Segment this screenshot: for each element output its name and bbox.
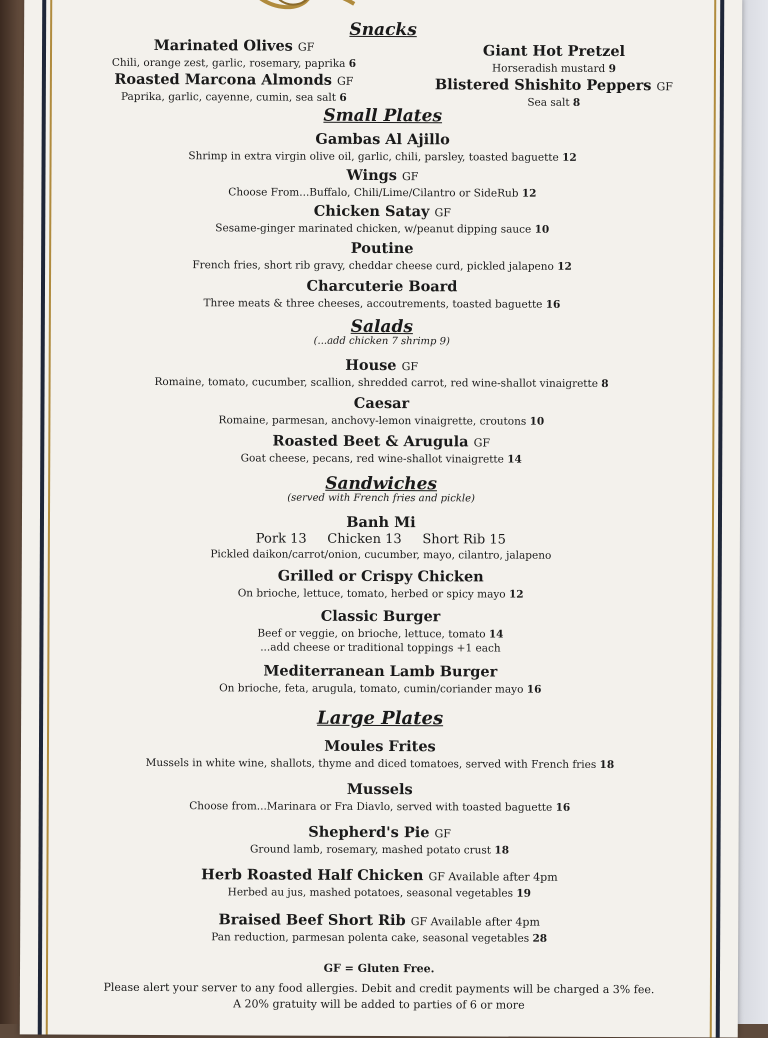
logo-flourish-icon bbox=[249, 0, 359, 14]
menu-item: Giant Hot Pretzel Horseradish mustard 9 bbox=[482, 42, 626, 76]
menu-item: Braised Beef Short Rib GF Available after 4pm Pan reduction, parmesan polenta cake, seasonal vegetables 28 bbox=[211, 911, 548, 945]
menu-item: House GF Romaine, tomato, cucumber, scallion, shredded carrot, red wine-shallot vinaigrette 8 bbox=[154, 356, 609, 390]
frame-border-navy-right bbox=[716, 0, 725, 1037]
section-title-large-plates: Large Plates bbox=[317, 707, 444, 730]
menu-page bbox=[20, 0, 743, 1038]
sandwiches-served-note: (served with French fries and pickle) bbox=[287, 492, 475, 505]
menu-item: Moules Frites Mussels in white wine, shallots, thyme and diced tomatoes, served with French fries 18 bbox=[145, 737, 615, 772]
section-title-small-plates: Small Plates bbox=[323, 105, 443, 127]
menu-item-banh-mi: Banh Mi Pork 13 Chicken 13 Short Rib 15 Pickled daikon/carrot/onion, cucumber, mayo, cilantro, jalapeno bbox=[62, 513, 700, 564]
menu-item: Mussels Choose from...Marinara or Fra Diavlo, served with toasted baguette 16 bbox=[189, 780, 571, 814]
section-title-snacks: Snacks bbox=[349, 19, 417, 41]
menu-item: Herb Roasted Half Chicken GF Available after 4pm Herbed au jus, mashed potatoes, seasonal vegetables 19 bbox=[201, 866, 558, 900]
menu-item: Mediterranean Lamb Burger On brioche, feta, arugula, tomato, cumin/coriander mayo 16 bbox=[219, 662, 542, 696]
menu-item: Charcuterie Board Three meats & three cheeses, accoutrements, toasted baguette 16 bbox=[203, 277, 561, 311]
menu-item: Gambas Al Ajillo Shrimp in extra virgin olive oil, garlic, chili, parsley, toasted baguette 12 bbox=[188, 130, 577, 164]
gratuity-notice: A 20% gratuity will be added to parties of 6 or more bbox=[233, 997, 525, 1012]
menu-item: Shepherd's Pie GF Ground lamb, rosemary, mashed potato crust 18 bbox=[250, 823, 510, 857]
menu-item: Blistered Shishito Peppers GF Sea salt 8 bbox=[434, 76, 673, 109]
menu-item: Classic Burger Beef or veggie, on brioche, lettuce, tomato 14 ...add cheese or traditional toppings +1 each bbox=[257, 607, 504, 655]
frame-border-gold-left bbox=[46, 0, 53, 1035]
menu-item: Grilled or Crispy Chicken On brioche, lettuce, tomato, herbed or spicy mayo 12 bbox=[237, 567, 524, 601]
menu-item: Wings GF Choose From...Buffalo, Chili/Lime/Cilantro or SideRub 12 bbox=[228, 166, 537, 200]
salads-add-note: (...add chicken 7 shrimp 9) bbox=[313, 335, 450, 348]
section-title-sandwiches: Sandwiches bbox=[325, 473, 438, 495]
frame-border-navy-left bbox=[38, 0, 47, 1035]
menu-item: Poutine French fries, short rib gravy, cheddar cheese curd, pickled jalapeno 12 bbox=[192, 239, 572, 273]
allergy-notice: Please alert your server to any food allergies. Debit and credit payments will be charged a 3% fee. bbox=[103, 980, 655, 997]
menu-item: Roasted Beet & Arugula GF Goat cheese, pecans, red wine-shallot vinaigrette 14 bbox=[240, 432, 522, 466]
frame-border-gold-right bbox=[710, 0, 717, 1037]
menu-item: Chicken Satay GF Sesame-ginger marinated chicken, w/peanut dipping sauce 10 bbox=[215, 202, 550, 236]
menu-item: Roasted Marcona Almonds GF Paprika, garlic, cayenne, cumin, sea salt 6 bbox=[114, 70, 354, 104]
section-title-salads: Salads bbox=[350, 316, 413, 338]
gf-legend: GF = Gluten Free. bbox=[323, 961, 435, 976]
menu-item: Marinated Olives GF Chili, orange zest, garlic, rosemary, paprika 6 bbox=[111, 37, 357, 70]
menu-item: Caesar Romaine, parmesan, anchovy-lemon vinaigrette, croutons 10 bbox=[218, 394, 545, 428]
banh-mi-options: Pork 13 Chicken 13 Short Rib 15 bbox=[255, 531, 506, 548]
